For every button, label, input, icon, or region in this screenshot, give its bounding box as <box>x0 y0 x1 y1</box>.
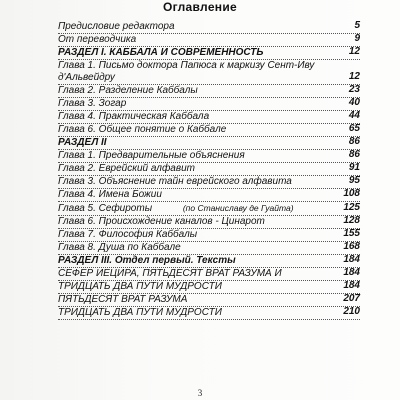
toc-entry-page: 125 <box>343 202 360 213</box>
toc-entry-title: Глава 3. Зогар <box>58 98 127 109</box>
toc-entry-title: Глава 3. Объяснение тайн еврейского алфавита <box>58 176 292 187</box>
table-of-contents <box>58 21 360 320</box>
toc-entry-title: РАЗДЕЛ I. КАББАЛА И СОВРЕМЕННОСТЬ <box>58 47 264 58</box>
toc-entry <box>58 98 360 111</box>
toc-entry <box>58 21 360 34</box>
toc-entry-title: Глава 4. Имена Божии <box>58 189 162 200</box>
toc-entry <box>58 137 360 150</box>
toc-entry-page: 44 <box>348 110 360 121</box>
toc-entry-page: 184 <box>343 280 360 291</box>
toc-entry-title: От переводчика <box>58 34 137 45</box>
toc-entry <box>58 229 360 242</box>
toc-entry <box>58 294 360 307</box>
toc-entry <box>58 85 360 98</box>
toc-entry-subtitle: (по Станиславу де Гуайта) <box>182 203 294 213</box>
toc-entry-page: 12 <box>348 71 360 82</box>
toc-entry-title: Глава 2. Еврейский алфавит <box>58 163 195 174</box>
toc-entry-title: РАЗДЕЛ III. Отдел первый. Тексты <box>58 255 236 266</box>
toc-entry-page: 86 <box>348 136 360 147</box>
page-number: 3 <box>197 388 203 398</box>
toc-entry-page: 207 <box>343 293 360 304</box>
toc-entry-title: СЕФЕР ИЕЦИРА, ПЯТЬДЕСЯТ ВРАТ РАЗУМА И <box>58 268 282 279</box>
toc-entry <box>58 111 360 124</box>
toc-entry-title: Глава 6. Общее понятие о Каббале <box>58 124 227 135</box>
toc-entry-page: 65 <box>348 123 360 134</box>
toc-entry <box>58 202 360 216</box>
toc-entry <box>58 242 360 255</box>
toc-entry-page: 184 <box>343 267 360 278</box>
toc-entry-title: ТРИДЦАТЬ ДВА ПУТИ МУДРОСТИ <box>58 281 222 292</box>
toc-title: Оглавление <box>163 0 237 14</box>
toc-entry <box>58 150 360 163</box>
toc-entry <box>58 216 360 229</box>
toc-entry-title: Глава 5. Сефироты <box>58 203 153 214</box>
toc-entry-page: 184 <box>343 254 360 265</box>
toc-entry-page: 91 <box>348 162 360 173</box>
toc-entry <box>58 268 360 281</box>
toc-entry <box>58 189 360 202</box>
toc-entry <box>58 124 360 137</box>
toc-entry-title: Глава 1. Письмо доктора Папюса к маркизу Сент-Иву д'Альвейдру <box>58 60 315 83</box>
toc-entry-title: Глава 6. Происхождение каналов - Цинарот <box>58 216 265 227</box>
toc-entry-page: 108 <box>343 188 360 199</box>
toc-entry-title: Глава 1. Предварительные объяснения <box>58 150 245 161</box>
toc-entry-title: Глава 4. Практическая Каббала <box>58 111 210 122</box>
toc-entry-page: 9 <box>354 33 360 44</box>
toc-entry-title: РАЗДЕЛ II <box>58 137 107 148</box>
toc-entry-page: 95 <box>348 175 360 186</box>
toc-entry <box>58 176 360 189</box>
toc-entry-page: 23 <box>348 84 360 95</box>
toc-entry <box>58 307 360 320</box>
toc-entry <box>58 47 360 60</box>
toc-entry-title: ТРИДЦАТЬ ДВА ПУТИ МУДРОСТИ <box>58 307 222 318</box>
toc-entry-page: 12 <box>348 46 360 57</box>
toc-entry-page: 5 <box>354 20 360 31</box>
toc-entry <box>58 60 360 85</box>
toc-entry-title: ПЯТЬДЕСЯТ ВРАТ РАЗУМА <box>58 294 188 305</box>
toc-entry <box>58 34 360 47</box>
toc-entry-page: 128 <box>343 215 360 226</box>
toc-entry-page: 168 <box>343 241 360 252</box>
toc-entry <box>58 163 360 176</box>
toc-entry-page: 40 <box>348 97 360 108</box>
toc-entry-title: Глава 8. Душа по Каббале <box>58 242 181 253</box>
toc-entry-title: Предисловие редактора <box>58 21 175 32</box>
toc-entry <box>58 281 360 294</box>
toc-entry-page: 210 <box>343 306 360 317</box>
toc-entry <box>58 255 360 268</box>
toc-entry-title: Глава 2. Разделение Каббалы <box>58 85 198 96</box>
toc-entry-page: 155 <box>343 228 360 239</box>
toc-entry-page: 86 <box>348 149 360 160</box>
toc-entry-title: Глава 7. Философия Каббалы <box>58 229 198 240</box>
